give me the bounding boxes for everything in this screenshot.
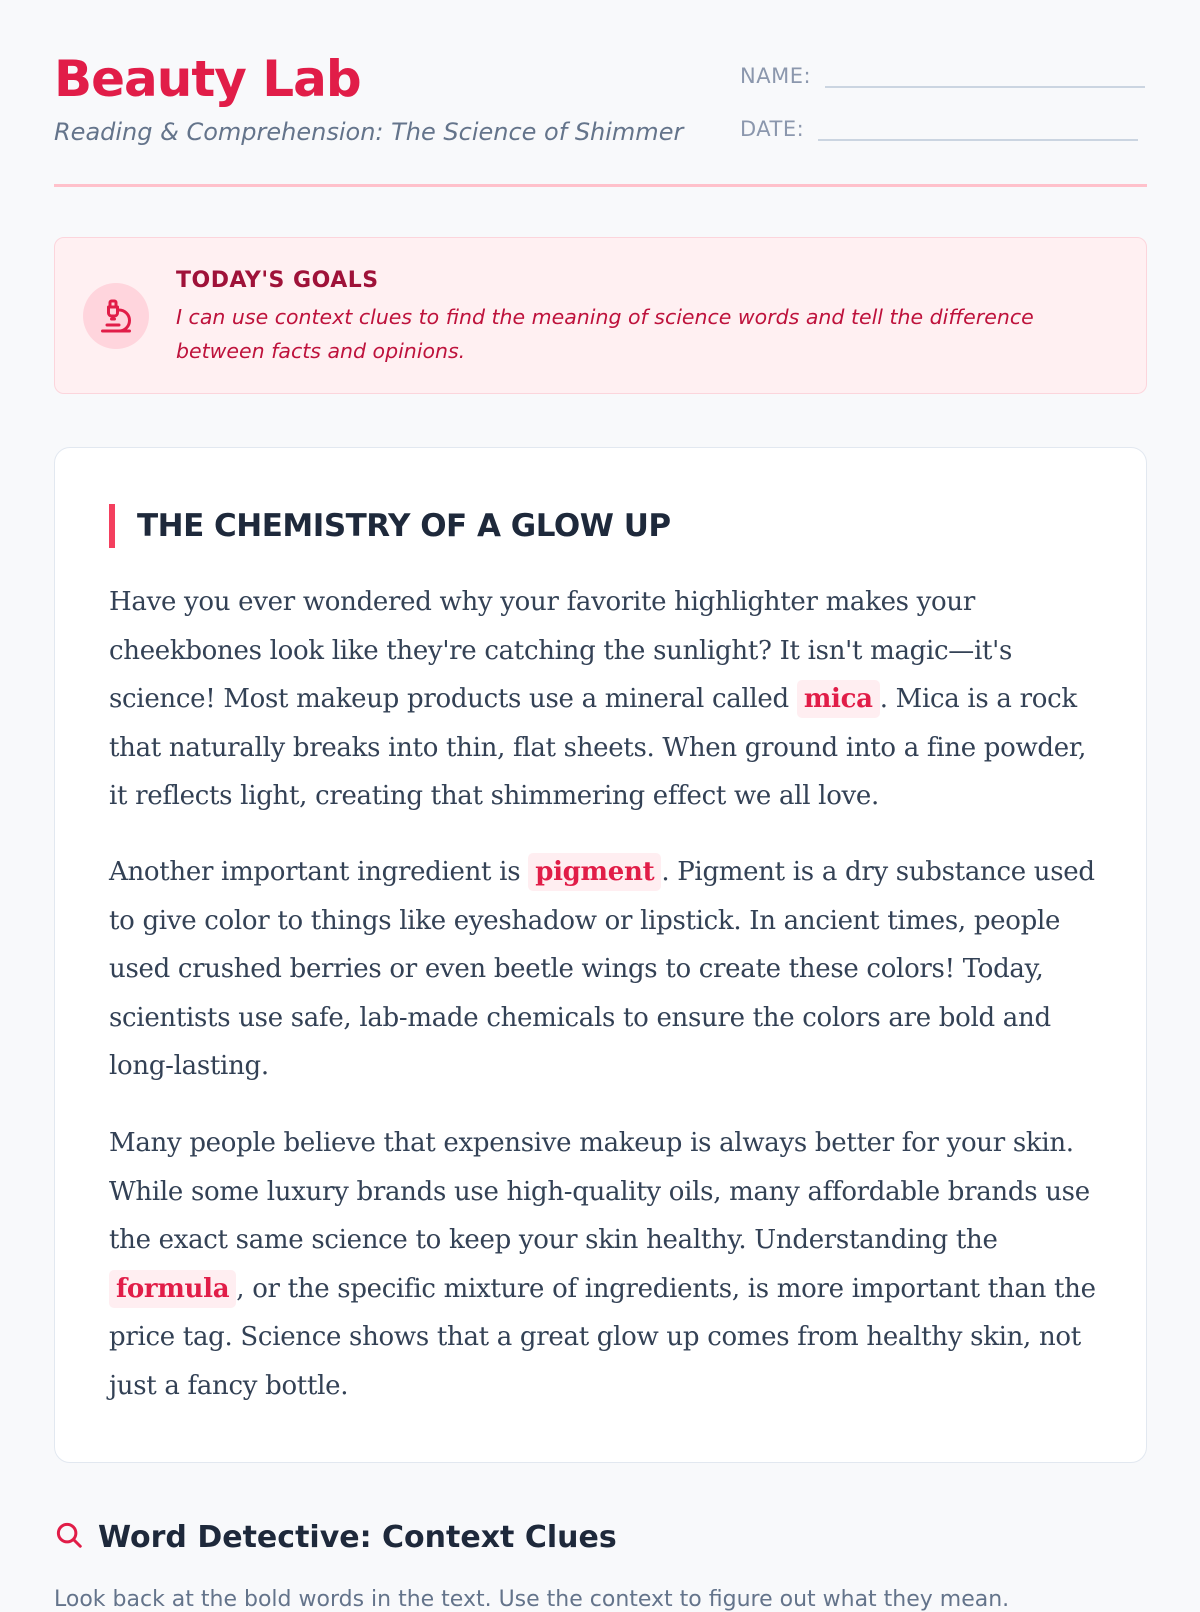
article-paragraph-3 <box>109 1119 1109 1410</box>
microscope-icon <box>83 283 149 349</box>
paragraph-text: Many people believe that expensive makeup is always better for your skin. While some luxury brands use high-quality oils, many affordable brands use the exact same science to keep your skin healthy. Understanding the <box>109 1128 1090 1255</box>
goals-text: I can use context clues to find the meaning of science words and tell the difference between facts and opinions. <box>176 305 1034 363</box>
article-paragraph-2 <box>109 848 1109 1091</box>
date-input-line[interactable] <box>818 111 1138 141</box>
vocab-term-pigment: pigment <box>528 853 661 891</box>
reading-card <box>54 447 1147 1463</box>
page-subtitle: Reading & Comprehension: The Science of Shimmer <box>54 118 684 146</box>
worksheet-page <box>54 0 1147 1612</box>
section-intro: Look back at the bold words in the text. Use the context to figure out what they mean. <box>54 1587 1010 1612</box>
name-input-line[interactable] <box>825 58 1145 88</box>
goals-box <box>54 237 1147 394</box>
article-paragraph-1 <box>109 578 1109 821</box>
goals-heading: TODAY'S GOALS <box>176 268 379 293</box>
paragraph-text: Have you ever wondered why your favorite highlighter makes your cheekbones look like they're catching the sunlight? It isn't magic—it's science! Most makeup products use a mineral called <box>109 587 1013 714</box>
date-label: DATE: <box>740 117 805 141</box>
article-heading: THE CHEMISTRY OF A GLOW UP <box>109 504 671 548</box>
word-detective-section-heading <box>54 1520 617 1555</box>
vocab-term-formula: formula <box>109 1270 236 1308</box>
vocab-term-mica: mica <box>797 680 880 718</box>
name-field <box>740 58 1145 88</box>
section-title: Word Detective: Context Clues <box>98 1520 617 1555</box>
paragraph-text: , or the specific mixture of ingredients, is more important than the price tag. Science shows that a great glow up comes from healthy skin, not just a fancy bottle. <box>109 1273 1096 1401</box>
worksheet-header <box>54 0 1147 187</box>
search-icon <box>54 1520 84 1555</box>
page-title: Beauty Lab <box>54 50 361 108</box>
name-label: NAME: <box>740 64 812 88</box>
date-field <box>740 111 1138 141</box>
paragraph-text: . Mica is a rock that naturally breaks into thin, flat sheets. When ground into a fine powder, it reflects light, creating that shimmering effect we all love. <box>109 684 1087 811</box>
paragraph-text: Another important ingredient is <box>109 857 529 887</box>
paragraph-text: . Pigment is a dry substance used to give color to things like eyeshadow or lipstick. In ancient times, people used crushed berries or even beetle wings to create these colors! Today, scientists use safe, lab-made chemicals to ensure the colors are bold and long-lasting. <box>109 857 1095 1081</box>
